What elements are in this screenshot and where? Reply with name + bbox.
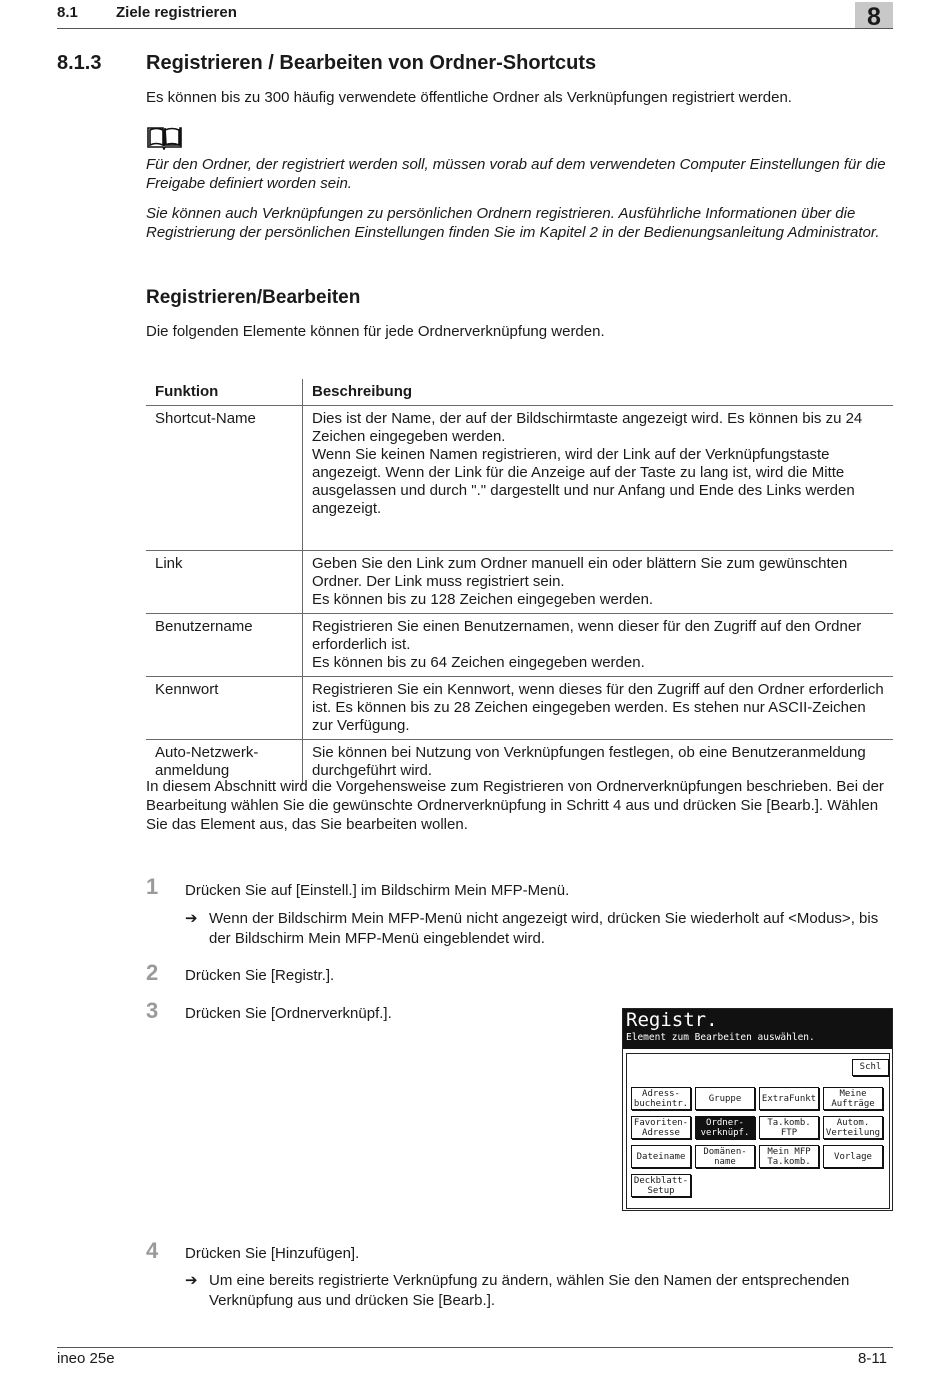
table-cell-description: Sie können bei Nutzung von Verknüpfungen festlegen, ob eine Benutzeranmeldung durchgeführt wird. [312, 744, 866, 779]
function-table [146, 379, 893, 785]
close-button[interactable]: Schl [852, 1059, 889, 1076]
table-cell-function: Kennwort [146, 677, 303, 739]
subsection-title: Registrieren/Bearbeiten [146, 287, 361, 308]
my-jobs-button[interactable]: Meine Aufträge [823, 1087, 883, 1110]
section-title: Registrieren / Bearbeiten von Ordner-Shortcuts [146, 52, 597, 74]
table-header-row [146, 379, 893, 406]
header-section-number: 8.1 [57, 4, 78, 21]
key-combo-ftp-button[interactable]: Ta.komb. FTP [759, 1116, 819, 1139]
section-intro: Es können bis zu 300 häufig verwendete öffentliche Ordner als Verknüpfungen registriert werden. [146, 89, 792, 106]
my-mfp-key-combo-button[interactable]: Mein MFP Ta.komb. [759, 1145, 819, 1168]
table-cell-description: Geben Sie den Link zum Ordner manuell ein oder blättern Sie zum gewünschten Ordner. Der Link muss registriert sein. Es können bis zu 128 Zeichen eingegeben werden. [312, 555, 848, 608]
cover-sheet-setup-button[interactable]: Deckblatt- Setup [631, 1174, 691, 1197]
group-button[interactable]: Gruppe [695, 1087, 755, 1110]
section-number: 8.1.3 [57, 52, 102, 74]
step-number: 1 [146, 874, 159, 899]
step-text: Drücken Sie auf [Einstell.] im Bildschirm Mein MFP-Menü. [185, 882, 570, 899]
table-row [146, 406, 893, 551]
step-number: 3 [146, 998, 159, 1023]
file-name-button[interactable]: Dateiname [631, 1145, 691, 1168]
step-number: 2 [146, 960, 159, 985]
screen-title: Registr. [626, 1009, 718, 1031]
table-cell-description: Registrieren Sie einen Benutzernamen, wenn dieser für den Zugriff auf den Ordner erforderlich ist. Es können bis zu 64 Zeichen eingegeben werden. [312, 618, 862, 671]
book-icon [146, 126, 183, 155]
table-header-function: Funktion [146, 379, 303, 405]
screen-title-bar [623, 1009, 892, 1049]
device-screen [622, 1008, 893, 1211]
step-subtext: Wenn der Bildschirm Mein MFP-Menü nicht angezeigt wird, drücken Sie wiederholt auf <Modus>, bis der Bildschirm Mein MFP-Menü eingeblendet wird. [209, 910, 879, 947]
footer-rule [57, 1347, 893, 1348]
auto-distribution-button[interactable]: Autom. Verteilung [823, 1116, 883, 1139]
table-row [146, 551, 893, 614]
screen-subtitle: Element zum Bearbeiten auswählen. [626, 1032, 815, 1043]
arrow-icon: ➔ [185, 1272, 198, 1289]
header-rule [57, 28, 893, 29]
subsection-intro: Die folgenden Elemente können für jede Ordnerverknüpfung werden. [146, 323, 605, 340]
table-cell-function: Auto-Netzwerk- anmeldung [146, 740, 303, 785]
table-cell-function: Shortcut-Name [146, 406, 303, 550]
table-row [146, 614, 893, 677]
table-cell-function: Link [146, 551, 303, 613]
step-text: Drücken Sie [Registr.]. [185, 967, 335, 984]
domain-name-button[interactable]: Domänen- name [695, 1145, 755, 1168]
note-text: Für den Ordner, der registriert werden soll, müssen vorab auf dem verwendeten Computer Einstellungen für die Freigabe definiert worden sein. [146, 156, 886, 192]
table-cell-description: Dies ist der Name, der auf der Bildschirmtaste angezeigt wird. Es können bis zu 24 Zeichen eingegeben werden. Wenn Sie keinen Namen registrieren, wird der Link auf der Verknüpfungstaste angezeigt. Wenn der Link für die Anzeige auf der Taste zu lang ist, wird die Mitte ausgelassen und durch "." dargestellt und nur Anfang und Ende des Links werden angezeigt. [312, 410, 863, 517]
folder-shortcut-button[interactable]: Ordner- verknüpf. [695, 1116, 755, 1139]
step-text: Drücken Sie [Hinzufügen]. [185, 1245, 360, 1262]
screen-panel [626, 1053, 890, 1209]
step-subtext: Um eine bereits registrierte Verknüpfung zu ändern, wählen Sie den Namen der entsprechenden Verknüpfung aus und drücken Sie [Bearb.]. [209, 1272, 850, 1309]
address-book-button[interactable]: Adress- bucheintr. [631, 1087, 691, 1110]
favorite-address-button[interactable]: Favoriten- Adresse [631, 1116, 691, 1139]
note-text: Sie können auch Verknüpfungen zu persönlichen Ordnern registrieren. Ausführliche Informationen über die Registrierung der persönlichen Einstellungen finden Sie im Kapitel 2 in der Bedienungsanleitung Administrator. [146, 205, 880, 241]
table-header-description: Beschreibung [312, 383, 413, 400]
step-text: Drücken Sie [Ordnerverknüpf.]. [185, 1005, 392, 1022]
header-section-title: Ziele registrieren [116, 4, 237, 21]
page-number: 8-11 [858, 1350, 887, 1367]
step-number: 4 [146, 1238, 159, 1263]
chapter-number: 8 [867, 3, 881, 31]
template-button[interactable]: Vorlage [823, 1145, 883, 1168]
table-row [146, 677, 893, 740]
procedure-intro: In diesem Abschnitt wird die Vorgehensweise zum Registrieren von Ordnerverknüpfungen beschrieben. Bei der Bearbeitung wählen Sie die gewünschte Ordnerverknüpfung in Schritt 4 aus und drücken Sie [Bearb.]. Wählen Sie das Element aus, das Sie bearbeiten wollen. [146, 778, 884, 833]
footer-product: ineo 25e [57, 1350, 115, 1367]
table-cell-function: Benutzername [146, 614, 303, 676]
table-cell-description: Registrieren Sie ein Kennwort, wenn dieses für den Zugriff auf den Ordner erforderlich ist. Es können bis zu 28 Zeichen eingegeben werden. Es stehen nur ASCII-Zeichen zur Verfügung. [312, 681, 884, 734]
extra-function-button[interactable]: ExtraFunkt [759, 1087, 819, 1110]
arrow-icon: ➔ [185, 910, 198, 927]
